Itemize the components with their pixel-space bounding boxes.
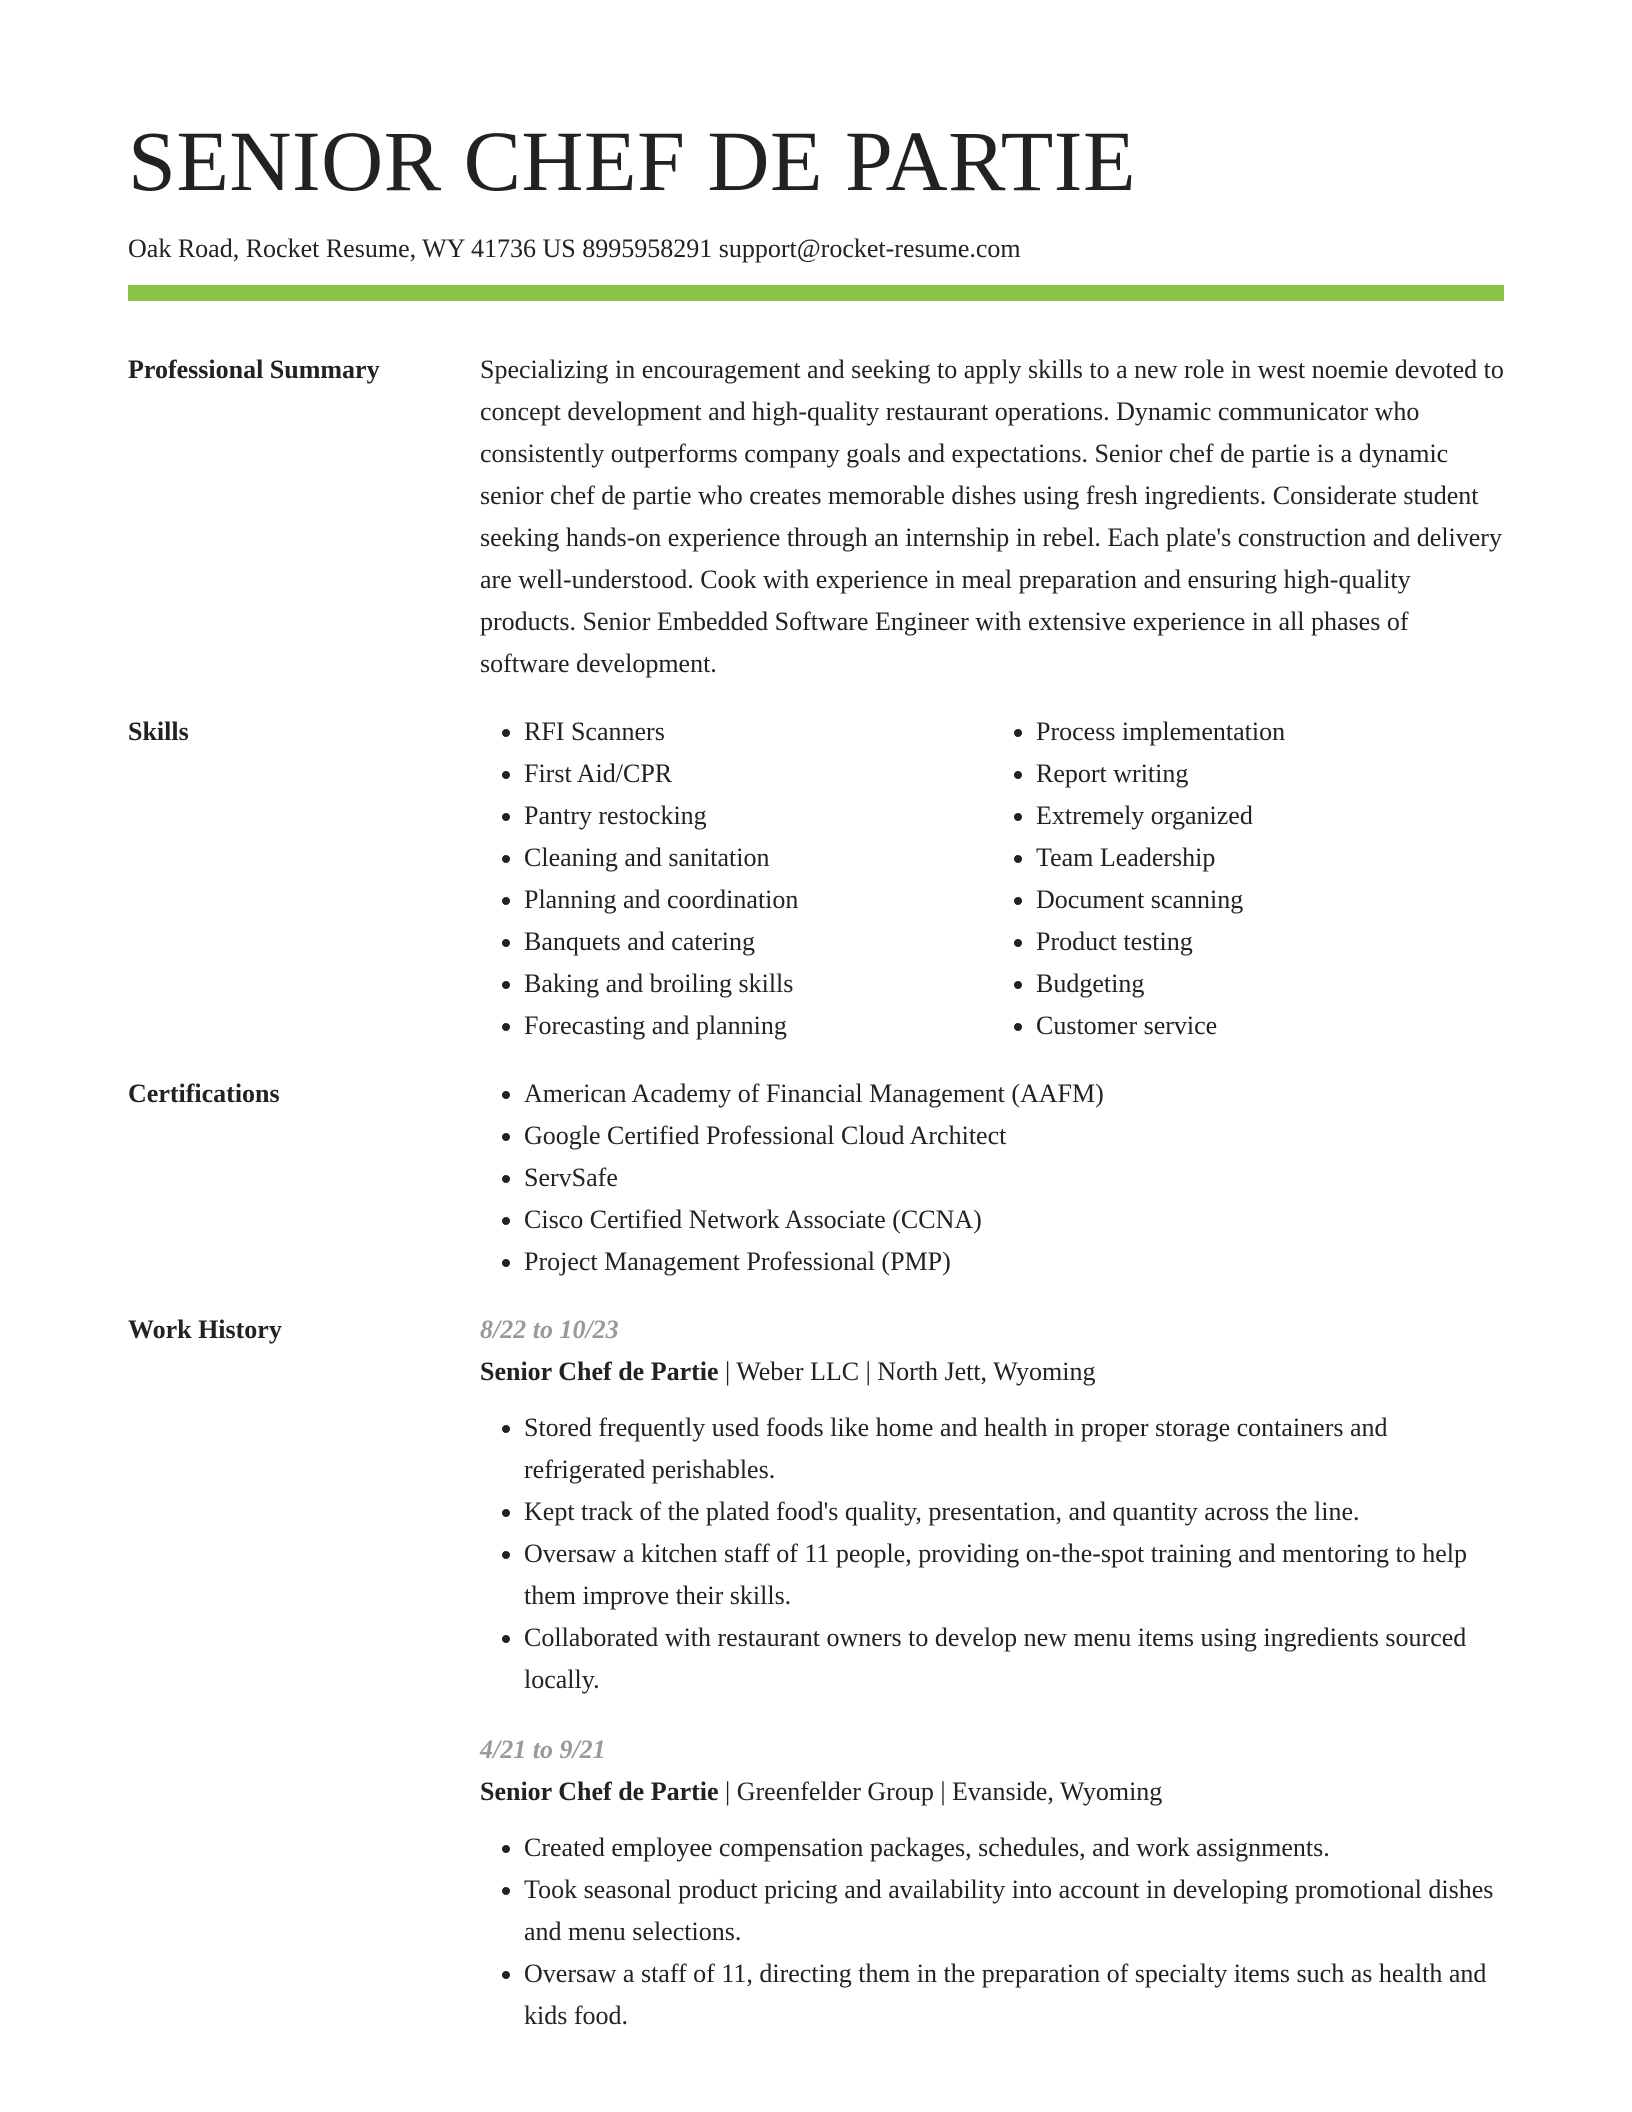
job-entry bbox=[480, 1309, 1504, 1701]
job-bullets bbox=[480, 1407, 1504, 1701]
job-bullet: • Oversaw a kitchen staff of 11 people, providing on-the-spot training and mentoring to help them improve their skills. bbox=[524, 1533, 1504, 1617]
job-company-location: | Greenfelder Group | Evanside, Wyoming bbox=[718, 1777, 1163, 1806]
summary-text: Specializing in encouragement and seeking to apply skills to a new role in west noemie devoted to concept development and high-quality restaurant operations. Dynamic communicator who consistently outperforms company goals and expectations. Senior chef de partie is a dynamic senior chef de partie who creates memorable dishes using fresh ingredients. Considerate student seeking hands-on experience through an internship in rebel. Each plate's construction and delivery are well-understood. Cook with experience in meal preparation and ensuring high-quality products. Senior Embedded Software Engineer with extensive experience in all phases of software development. bbox=[480, 355, 1504, 678]
skill-item: • Budgeting bbox=[1036, 963, 1504, 1005]
skill-item: • First Aid/CPR bbox=[524, 753, 992, 795]
work-history-label: Work History bbox=[128, 1315, 282, 1344]
skill-item: • Document scanning bbox=[1036, 879, 1504, 921]
certifications-list bbox=[480, 1073, 1504, 1283]
skill-item: • Cleaning and sanitation bbox=[524, 837, 992, 879]
certification-item: • ServSafe bbox=[524, 1157, 1504, 1199]
summary-section bbox=[128, 349, 1504, 685]
certification-item: • Cisco Certified Network Associate (CCNA) bbox=[524, 1199, 1504, 1241]
skill-item: • Team Leadership bbox=[1036, 837, 1504, 879]
skill-item: • Pantry restocking bbox=[524, 795, 992, 837]
certification-item: • Google Certified Professional Cloud Architect bbox=[524, 1115, 1504, 1157]
skill-item: • Planning and coordination bbox=[524, 879, 992, 921]
skill-item: • Forecasting and planning bbox=[524, 1005, 992, 1047]
skill-item: • Extremely organized bbox=[1036, 795, 1504, 837]
job-dates: 4/21 to 9/21 bbox=[480, 1735, 606, 1764]
job-bullet: • Collaborated with restaurant owners to develop new menu items using ingredients sourced locally. bbox=[524, 1617, 1504, 1701]
skills-section bbox=[128, 711, 1504, 1047]
accent-divider bbox=[128, 285, 1504, 301]
job-title-line bbox=[480, 1771, 1504, 1813]
skills-label: Skills bbox=[128, 717, 189, 746]
skill-item: • Report writing bbox=[1036, 753, 1504, 795]
job-bullet: • Oversaw a staff of 11, directing them in the preparation of specialty items such as health and kids food. bbox=[524, 1953, 1504, 2037]
work-history-section bbox=[128, 1309, 1504, 2065]
skill-item: • Product testing bbox=[1036, 921, 1504, 963]
job-bullet: • Stored frequently used foods like home and health in proper storage containers and refrigerated perishables. bbox=[524, 1407, 1504, 1491]
certification-item: • Project Management Professional (PMP) bbox=[524, 1241, 1504, 1283]
job-bullet: • Created employee compensation packages, schedules, and work assignments. bbox=[524, 1827, 1504, 1869]
job-company-location: | Weber LLC | North Jett, Wyoming bbox=[718, 1357, 1096, 1386]
job-bullets bbox=[480, 1827, 1504, 2037]
job-title: Senior Chef de Partie bbox=[480, 1357, 719, 1386]
skills-list-left bbox=[480, 711, 992, 1047]
job-dates: 8/22 to 10/23 bbox=[480, 1315, 619, 1344]
skills-list-right bbox=[992, 711, 1504, 1047]
skill-item: • Baking and broiling skills bbox=[524, 963, 992, 1005]
certifications-section bbox=[128, 1073, 1504, 1283]
resume-sections bbox=[128, 349, 1504, 2091]
job-title-line bbox=[480, 1351, 1504, 1393]
resume-name-heading: SENIOR CHEF DE PARTIE bbox=[128, 113, 1136, 209]
skill-item: • RFI Scanners bbox=[524, 711, 992, 753]
certification-item: • American Academy of Financial Management (AAFM) bbox=[524, 1073, 1504, 1115]
job-title: Senior Chef de Partie bbox=[480, 1777, 719, 1806]
certifications-label: Certifications bbox=[128, 1079, 280, 1108]
skill-item: • Process implementation bbox=[1036, 711, 1504, 753]
job-entry bbox=[480, 1729, 1504, 2037]
job-bullet: • Took seasonal product pricing and availability into account in developing promotional dishes and menu selections. bbox=[524, 1869, 1504, 1953]
contact-line: Oak Road, Rocket Resume, WY 41736 US 8995958291 support@rocket-resume.com bbox=[128, 234, 1021, 263]
summary-label: Professional Summary bbox=[128, 355, 380, 384]
skill-item: • Customer service bbox=[1036, 1005, 1504, 1047]
skill-item: • Banquets and catering bbox=[524, 921, 992, 963]
job-bullet: • Kept track of the plated food's quality, presentation, and quantity across the line. bbox=[524, 1491, 1504, 1533]
